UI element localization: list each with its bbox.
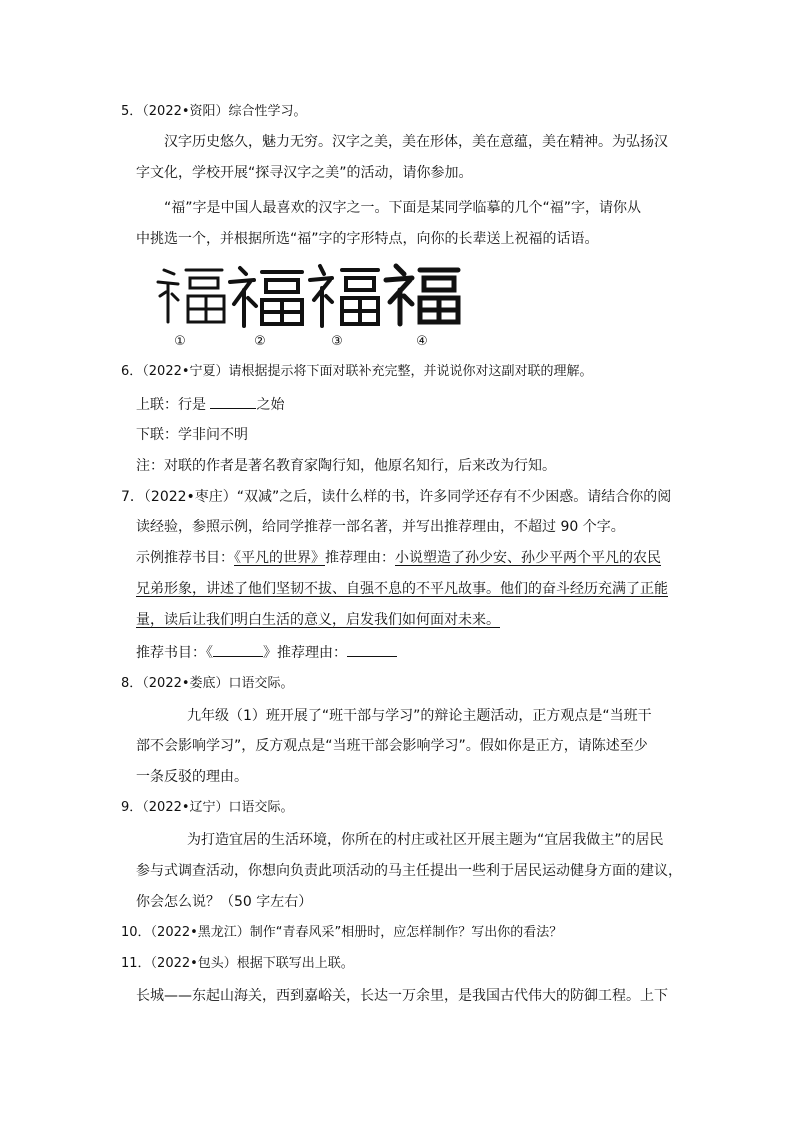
reason-blank[interactable] bbox=[347, 642, 397, 657]
example-reason-label: 推荐理由： bbox=[325, 550, 395, 566]
couplet-note: 注：对联的作者是著名教育家陶行知，他原名知行，后来改为行知。 bbox=[136, 458, 556, 474]
question-9-line-2: 参与式调查活动，你想向负责此项活动的马主任提出一些利于居民运动健身方面的建议， bbox=[136, 863, 682, 879]
question-8-line-3: 一条反驳的理由。 bbox=[136, 769, 248, 785]
recommend-reason-label: 》推荐理由： bbox=[263, 645, 347, 661]
book-title-blank[interactable] bbox=[213, 642, 263, 657]
fu-calligraphy-bold-image bbox=[382, 262, 462, 330]
question-9-line-1: 为打造宜居的生活环境，你所在的村庄或社区开展主题为“宜居我做主”的居民 bbox=[187, 832, 664, 848]
question-5-heading: 5．（2022•资阳）综合性学习。 bbox=[121, 104, 307, 119]
example-book-title: 《平凡的世界》 bbox=[234, 550, 325, 566]
question-6-heading: 6．（2022•宁夏）请根据提示将下面对联补充完整，并说说你对这副对联的理解。 bbox=[121, 364, 593, 379]
question-9-line-3: 你会怎么说？（50 字左右） bbox=[136, 894, 313, 910]
example-reason-part-3: 量，读后让我们明白生活的意义，启发我们如何面对未来。 bbox=[136, 612, 500, 628]
question-8-line-1: 九年级（1）班开展了“班干部与学习”的辩论主题活动，正方观点是“当班干 bbox=[187, 708, 652, 724]
question-7-heading-line-1: 7．（2022•枣庄）“双减”之后，读什么样的书，许多同学还存有不少困惑。请结合你的阅 bbox=[121, 489, 672, 505]
question-8-heading: 8．（2022•娄底）口语交际。 bbox=[121, 676, 294, 691]
couplet-first-suffix: 之始 bbox=[256, 397, 285, 413]
couplet-second-line: 下联：学非问不明 bbox=[136, 427, 248, 443]
fu-calligraphy-regular-image bbox=[304, 262, 384, 330]
example-reason-part-1: 小说塑造了孙少安、孙少平两个平凡的农民 bbox=[395, 550, 661, 566]
recommend-book-label: 推荐书目：《 bbox=[136, 645, 213, 661]
question-5-paragraph-1-line-1: 汉字历史悠久，魅力无穷。汉字之美，美在形体，美在意蕴，美在精神。为弘扬汉 bbox=[164, 134, 668, 150]
fu-calligraphy-seal-image bbox=[152, 262, 232, 330]
example-label: 示例推荐书目： bbox=[136, 550, 234, 566]
question-11-line-1: 长城——东起山海关，西到嘉峪关，长达一万余里，是我国古代伟大的防御工程。上下 bbox=[136, 988, 668, 1004]
couplet-blank[interactable] bbox=[210, 394, 256, 409]
question-5-paragraph-1-line-2: 字文化，学校开展“探寻汉字之美”的活动，请你参加。 bbox=[136, 165, 473, 181]
option-label-1: ① bbox=[174, 334, 186, 349]
option-label-3: ③ bbox=[331, 334, 343, 349]
example-recommendation-line-1 bbox=[136, 548, 661, 568]
couplet-first-prefix: 上联：行是 bbox=[136, 397, 211, 413]
question-10-heading: 10．（2022•黑龙江）制作“青春风采”相册时，应怎样制作？写出你的看法？ bbox=[121, 925, 563, 940]
example-reason-part-2: 兄弟形象，讲述了他们坚韧不拔、自强不息的不平凡故事。他们的奋斗经历充满了正能 bbox=[136, 581, 668, 597]
question-7-heading-line-2: 读经验，参照示例，给同学推荐一部名著，并写出推荐理由，不超过 90 个字。 bbox=[136, 519, 625, 535]
question-5-paragraph-2-line-2: 中挑选一个，并根据所选“福”字的字形特点，向你的长辈送上祝福的话语。 bbox=[136, 231, 599, 247]
question-11-heading: 11．（2022•包头）根据下联写出上联。 bbox=[121, 956, 354, 971]
question-9-heading: 9．（2022•辽宁）口语交际。 bbox=[121, 800, 294, 815]
question-5-paragraph-2-line-1: “福”字是中国人最喜欢的汉字之一。下面是某同学临摹的几个“福”字，请你从 bbox=[164, 200, 642, 216]
couplet-first-line bbox=[136, 394, 284, 415]
question-8-line-2: 部不会影响学习”，反方观点是“当班干部会影响学习”。假如你是正方，请陈述至少 bbox=[136, 738, 648, 754]
fu-calligraphy-clerical-image bbox=[226, 262, 306, 330]
recommendation-answer-line bbox=[136, 642, 397, 663]
option-label-4: ④ bbox=[416, 334, 428, 349]
option-label-2: ② bbox=[254, 334, 266, 349]
